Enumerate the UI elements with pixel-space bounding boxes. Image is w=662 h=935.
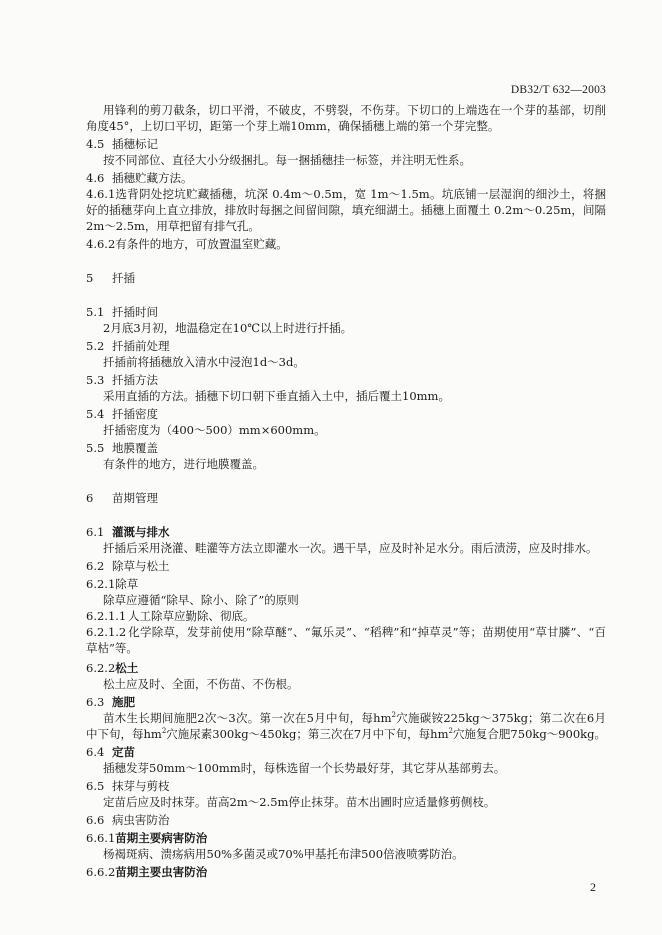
heading-5-5 [86, 440, 606, 456]
superscript: 2 [391, 711, 396, 720]
section-text: 人工除草应勤除、彻底。 [128, 609, 255, 623]
text-fragment: 穴施尿素300kg～450kg；第三次在7月中下旬，每hm [166, 727, 449, 741]
paragraph-6-6-1: 杨褐斑病、溃疡病用50%多菌灵或70%甲基托布津500倍液喷雾防治。 [103, 847, 464, 861]
section-number: 4.6.2 [86, 237, 116, 251]
paragraph-4-5: 按不同部位、直径大小分级捆扎。每一捆插穗挂一标签，并注明无性系。 [103, 153, 471, 167]
heading-6-2 [86, 558, 606, 574]
paragraph-6-1: 扦插后采用浇灌、畦灌等方法立即灌水一次。遇干旱，应及时补足水分。雨后渍涝，应及时排水。 [103, 541, 598, 555]
section-title: 插穗标记 [112, 137, 158, 151]
section-title: 病虫害防治 [112, 813, 170, 827]
superscript: 2 [161, 727, 167, 736]
paragraph-6-2-2: 松土应及时、全面，不伤苗、不伤根。 [103, 677, 299, 691]
heading-5-2 [86, 338, 606, 354]
section-title: 扦插密度 [112, 407, 158, 421]
section-number: 4.5 [86, 137, 105, 151]
paragraph-6-2-1: 除草应遵循“除早、除小、除了”的原则 [103, 593, 299, 607]
section-number: 6.6.1 [86, 831, 116, 845]
heading-6-1 [86, 524, 606, 540]
section-number: 6.2.1.1 [86, 609, 127, 623]
section-number: 5.3 [86, 373, 105, 387]
heading-6-2-1 [86, 576, 606, 592]
paragraph-5-3: 采用直插的方法。插穗下切口朝下垂直插入土中，插后覆土10mm。 [103, 389, 450, 403]
heading-4-6 [86, 170, 606, 186]
section-number: 5.4 [86, 407, 105, 421]
heading-6-6 [86, 812, 606, 828]
section-title: 灌溉与排水 [112, 525, 170, 539]
section-number: 6.5 [86, 779, 105, 793]
section-title: 地膜覆盖 [112, 441, 158, 455]
section-number: 5 [86, 271, 94, 285]
section-number: 5.1 [86, 305, 105, 319]
heading-6-4 [86, 744, 606, 760]
heading-5-3 [86, 372, 606, 388]
heading-6-2-2 [86, 660, 606, 676]
heading-6 [86, 490, 606, 506]
section-number: 6.3 [86, 695, 105, 709]
text-fragment: 穴施复合肥750kg～900kg。 [452, 727, 606, 741]
section-text: 选背阴处挖坑贮藏插穗，坑深 0.4m～0.5m，宽 1m～1.5m。坑底铺一层湿润的细沙土，将捆好的插穗芽向上直立排放，排放时每捆之间留间隙，填充细湖土。插穗上面覆土 0.2m～0.25m，间隔 2m～2.5m，用草把留有排气孔。 [86, 187, 606, 233]
heading-5-4 [86, 406, 606, 422]
section-number: 4.6.1 [86, 187, 116, 201]
section-title: 定苗 [112, 745, 135, 759]
paragraph-6-2-1-2 [86, 624, 606, 656]
text-fragment: 苗木生长期间施肥2次～3次。第一次在5月中旬，每hm [103, 711, 392, 725]
text-fragment: 穴施碳铵225kg～375kg；第二次在6月中下旬，每hm [86, 711, 606, 741]
section-number: 4.6 [86, 171, 105, 185]
section-title: 扦插时间 [112, 305, 158, 319]
paragraph-5-2: 扦插前将插穗放入清水中浸泡1d～3d。 [103, 355, 305, 369]
paragraph-6-3 [86, 710, 606, 742]
section-number: 6.4 [86, 745, 105, 759]
paragraph-6-2-1-1 [86, 608, 606, 624]
section-title: 松土 [115, 661, 139, 675]
paragraph-cutting-method: 用锋利的剪刀截条，切口平滑，不破皮，不劈裂，不伤芽。下切口的上端选在一个芽的基部，切削角度45°，上切口平切，距第一个芽上端10mm，确保插穗上端的第一个芽完整。 [86, 103, 606, 133]
paragraph-5-1: 2月底3月初，地温稳定在10℃以上时进行扦插。 [103, 321, 353, 335]
section-number: 6.6.2 [86, 865, 116, 879]
section-text: 化学除草，发芽前使用“除草醚”、“氟乐灵”、“稻稗”和“掉草灵”等；苗期使用“草甘膦”、“百草枯”等。 [86, 625, 606, 655]
heading-6-3 [86, 694, 606, 710]
section-title: 苗期管理 [112, 491, 158, 505]
heading-6-6-2 [86, 864, 606, 880]
paragraph-5-4: 扦插密度为（400～500）mm×600mm。 [103, 423, 326, 437]
superscript: 2 [448, 727, 453, 736]
section-number: 6.2.1 [86, 577, 116, 591]
section-title: 扦插前处理 [112, 339, 170, 353]
section-title: 除草 [115, 577, 139, 591]
section-title: 苗期主要病害防治 [115, 831, 208, 845]
standard-number-header: DB32/T 632—2003 [510, 84, 606, 96]
heading-4-5 [86, 136, 606, 152]
section-title: 抹芽与剪枝 [112, 779, 170, 793]
paragraph-4-6-2 [86, 236, 606, 252]
paragraph-6-4: 插穗发芽50mm～100mm时，每株选留一个长势最好芽，其它芽从基部剪去。 [103, 761, 506, 775]
section-number: 6.6 [86, 813, 105, 827]
heading-6-5 [86, 778, 606, 794]
heading-6-6-1 [86, 830, 606, 846]
paragraph-6-5: 定苗后应及时抹芽。苗高2m～2.5m停止抹芽。苗木出圃时应适量修剪侧枝。 [103, 795, 496, 809]
section-title: 扦插 [112, 271, 135, 285]
heading-5-1 [86, 304, 606, 320]
section-number: 6.2.1.2 [86, 625, 127, 639]
paragraph-4-6-1 [86, 186, 606, 234]
section-title: 扦插方法 [112, 373, 158, 387]
section-number: 6.1 [86, 525, 105, 539]
section-title: 施肥 [112, 695, 135, 709]
section-number: 6.2.2 [86, 661, 116, 675]
section-number: 6.2 [86, 559, 105, 573]
section-number: 5.2 [86, 339, 105, 353]
section-number: 6 [86, 491, 94, 505]
section-number: 5.5 [86, 441, 105, 455]
section-title: 苗期主要虫害防治 [115, 865, 208, 879]
heading-5 [86, 270, 606, 286]
document-body [86, 102, 606, 880]
section-title: 除草与松土 [112, 559, 170, 573]
section-title: 插穗贮藏方法。 [112, 171, 193, 185]
paragraph-5-5: 有条件的地方，进行地膜覆盖。 [103, 457, 264, 471]
page-number: 2 [590, 880, 596, 894]
section-text: 有条件的地方，可放置温室贮藏。 [115, 237, 288, 251]
